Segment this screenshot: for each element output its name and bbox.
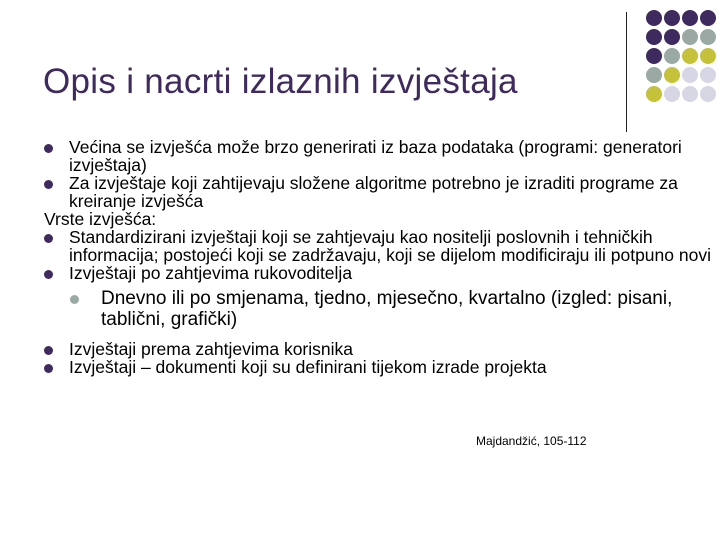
list-item-text: Izvještaji prema zahtjevima korisnika [69,339,353,359]
decorative-dot [646,10,662,26]
list-item [44,138,714,174]
list-item-text: Standardizirani izvještaji koji se zahtjevaju kao nositelji poslovnih i tehničkih informacija; postojeći koji se zadržavaju, koji se dijelom modificiraju ili potpuno novi [69,227,711,265]
slide-body [44,138,714,376]
decorative-dot [646,67,662,83]
list-item-text: Za izvještaje koji zahtijevaju složene algoritme potrebno je izraditi programe za kreiranje izvješća [69,173,678,211]
list-item-text: Većina se izvješća može brzo generirati iz baza podataka (programi: generatori izvještaja) [69,137,682,175]
list-item [44,174,714,210]
list-item-text: Izvještaji – dokumenti koji su definirani tijekom izrade projekta [69,357,547,377]
section-heading: Vrste izvješća: [44,209,157,229]
decorative-dot [664,29,680,45]
bullet-icon [44,234,53,243]
reference-note: Majdandžić, 105-112 [476,434,587,448]
slide-title: Opis i nacrti izlaznih izvještaja [43,62,518,101]
decorative-dot [646,48,662,64]
list-item-text: Izvještaji po zahtjevima rukovoditelja [69,263,353,283]
sub-bullet-icon [70,295,79,304]
decorative-dot [664,67,680,83]
list-item [44,358,714,376]
bullet-icon [44,180,53,189]
decorative-dot [646,86,662,102]
decorative-dot [700,86,716,102]
decorative-dot [700,29,716,45]
decorative-dot [682,10,698,26]
decorative-dot-grid [640,10,720,110]
decorative-dot [682,29,698,45]
decorative-dot [682,67,698,83]
decorative-dot [700,10,716,26]
decorative-dot [646,29,662,45]
sub-list-item-text: Dnevno ili po smjenama, tjedno, mjesečno, kvartalno (izgled: pisani, tablični, grafički) [101,288,673,330]
list-item [44,264,714,282]
list-item [44,340,714,358]
sub-list-item [44,288,714,330]
bullet-icon [44,144,53,153]
decorative-dot [700,67,716,83]
bullet-icon [44,364,53,373]
list-item [44,228,714,264]
decorative-dot [664,86,680,102]
decorative-dot [664,48,680,64]
bullet-icon [44,270,53,279]
bullet-icon [44,346,53,355]
decorative-dot [664,10,680,26]
decorative-dot [700,48,716,64]
decorative-dot [682,48,698,64]
divider-line [626,12,627,132]
decorative-dot [682,86,698,102]
